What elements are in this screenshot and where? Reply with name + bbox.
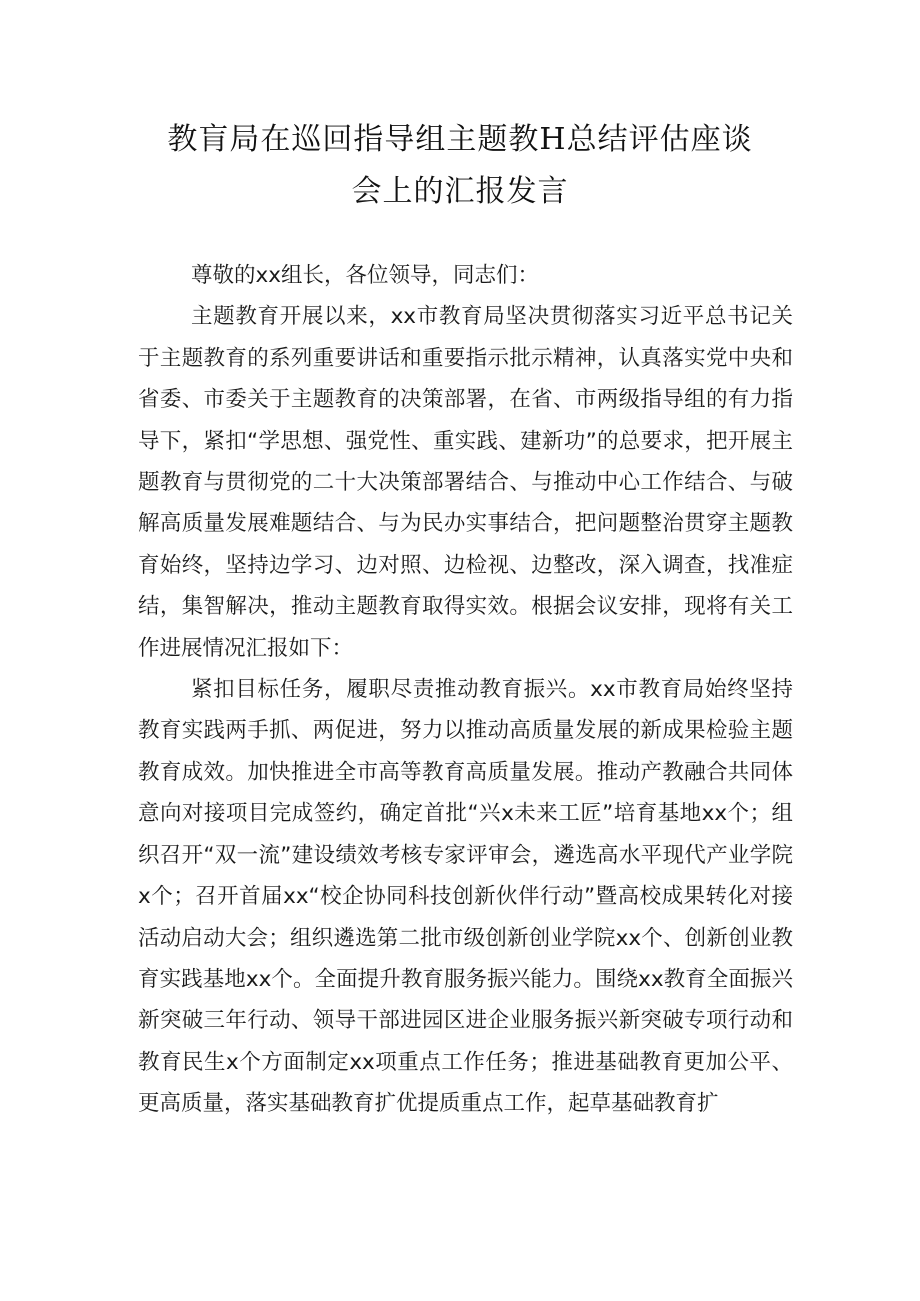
document-title-line-1: 教肓局在巡回指导组主题教H总结评估座谈 (167, 122, 753, 157)
paragraph-intro: 主题教育开展以来，xx市教育局坚决贯彻落实习近平总书记关于主题教育的系列重要讲话和重要指示批示精神，认真落实党中央和省委、市委关于主题教育的决策部署，在省、市两级指导组的有力指导下，紧扣“学思想、强党性、重实践、建新功”的总要求，把开展主题教育与贯彻党的二十大决策部署结合、与推动中心工作结合、与破解高质量发展难题结合、与为民办实事结合，把问题整治贯穿主题教育始终，坚持边学习、边对照、边检视、边整改，深入调查，找准症结，集智解决，推动主题教育取得实效。根据会议安排，现将有关工作进展情况汇报如下： (138, 304, 793, 661)
paragraph-goals: 紧扣目标任务，履职尽责推动教育振兴。xx市教育局始终坚持教育实践两手抓、两促进，努力以推动高质量发展的新成果检验主题教育成效。加快推进全市高等教育高质量发展。推动产教融合共同体意向对接项目完成签约，确定首批“兴x未来工匠”培育基地xx个；组织召开“双一流”建设绩效考核专家评审会，遴选高水平现代产业学院x个；召开首届xx“校企协同科技创新伙伴行动”暨高校成果转化对接活动启动大会；组织遴选第二批市级创新创业学院xx个、创新创业教育实践基地xx个。全面提升教育服务振兴能力。围绕xx教育全面振兴新突破三年行动、领导干部进园区进企业服务振兴新突破专项行动和教育民生x个方面制定xx项重点工作任务；推进基础教育更加公平、更高质量，落实基础教育扩优提质重点工作，起草基础教育扩 (138, 677, 793, 1117)
document-body (138, 255, 793, 1125)
document-title-line-2: 会上的汇报发言 (351, 174, 569, 209)
salutation: 尊敬的xx组长，各位领导，同志们： (191, 263, 539, 288)
